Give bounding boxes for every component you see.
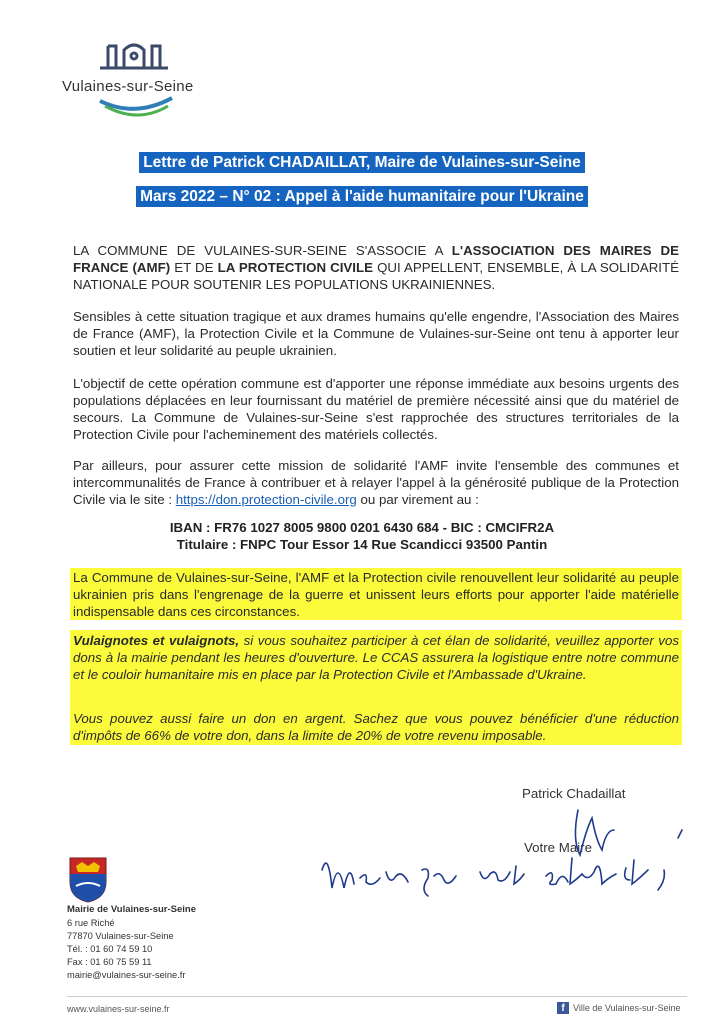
facebook-icon: f [557,1002,569,1014]
letter-subtitle: Mars 2022 – N° 02 : Appel à l'aide humanitaire pour l'Ukraine [0,188,724,206]
paragraph-4: La Commune de Vulaines-sur-Seine, l'AMF et la Protection civile renouvellent leur solidarité au peuple ukrainien pris dans l'engrenage de la guerre et unissent leurs efforts pour apporter l'aide matérielle indispensable dans ces circonstances. [73,570,679,619]
paragraph-6: Vous pouvez aussi faire un don en argent. Sachez que vous pouvez bénéficier d'une réduction d'impôts de 66% de votre don, dans la limite de 20% de votre revenu imposable. [73,711,679,743]
facebook-label: Ville de Vulaines-sur-Seine [573,1003,681,1013]
handwritten-signature-icon [310,800,690,910]
iban-line: IBAN : FR76 1027 8005 9800 0201 6430 684 - BIC : CMCIFR2A [169,520,555,535]
account-holder-line: Titulaire : FNPC Tour Essor 14 Rue Scandicci 93500 Pantin [176,537,548,552]
address-email[interactable]: mairie@vulaines-sur-seine.fr [67,970,186,980]
paragraph-1: Sensibles à cette situation tragique et aux drames humains qu'elle engendre, l'Association des Maires de France (AMF), la Protection Civile et la Commune de Vulaines-sur-Seine ont tenu à apporter leur soutien et leur solidarité au peuple ukrainien. [73,309,679,358]
intro-paragraph: LA COMMUNE DE VULAINES-SUR-SEINE S'ASSOCIE A L'ASSOCIATION DES MAIRES DE FRANCE (AMF) ET DE LA PROTECTION CIVILE QUI APPELLENT, ENSEMBLE, À LA SOLIDARITÉ NATIONALE POUR SOUTENIR LES POPULATIONS UKRAINIENNES. [73,243,679,292]
letter-title: Lettre de Patrick CHADAILLAT, Maire de Vulaines-sur-Seine [0,154,724,172]
footer-divider [67,996,687,997]
address-fax: Fax : 01 60 75 59 11 [67,957,152,967]
footer-website[interactable]: www.vulaines-sur-seine.fr [67,1004,170,1014]
donation-link[interactable]: https://don.protection-civile.org [175,492,357,507]
signature-name: Patrick Chadaillat [522,786,626,801]
address-phone: Tél. : 01 60 74 59 10 [67,944,153,954]
paragraph-3: Par ailleurs, pour assurer cette mission de solidarité l'AMF invite l'ensemble des communes et intercommunalités de France à contribuer et à relayer l'appel à la générosité publique de la Protection Civile via le site : https://don.protection-civile.org ou par virement au : [73,458,679,507]
address-city: 77870 Vulaines-sur-Seine [67,931,174,941]
address-name: Mairie de Vulaines-sur-Seine [67,904,196,915]
signature-role: Votre Maire [524,840,592,855]
footer-facebook[interactable] [557,1002,681,1014]
paragraph-2: L'objectif de cette opération commune est d'apporter une réponse immédiate aux besoins urgents des populations déplacées en leur fournissant du matériel de première nécessité ainsi que du matériel de secours. La Commune de Vulaines-sur-Seine s'est rapprochée des structures territoriales de la Protection Civile pour l'acheminement des matériels collectés. [73,376,679,442]
coat-of-arms-icon [66,854,110,904]
address-street: 6 rue Riché [67,918,115,928]
logo-label: Vulaines-sur-Seine [62,78,194,95]
paragraph-5: Vulaignotes et vulaignots, si vous souhaitez participer à cet élan de solidarité, veuillez apporter vos dons à la mairie pendant les heures d'ouverture. Le CCAS assurera la logistique entre notre commune et le couloir humanitaire mis en place par la Protection Civile et l'Ambassade d'Ukraine. [73,633,679,682]
